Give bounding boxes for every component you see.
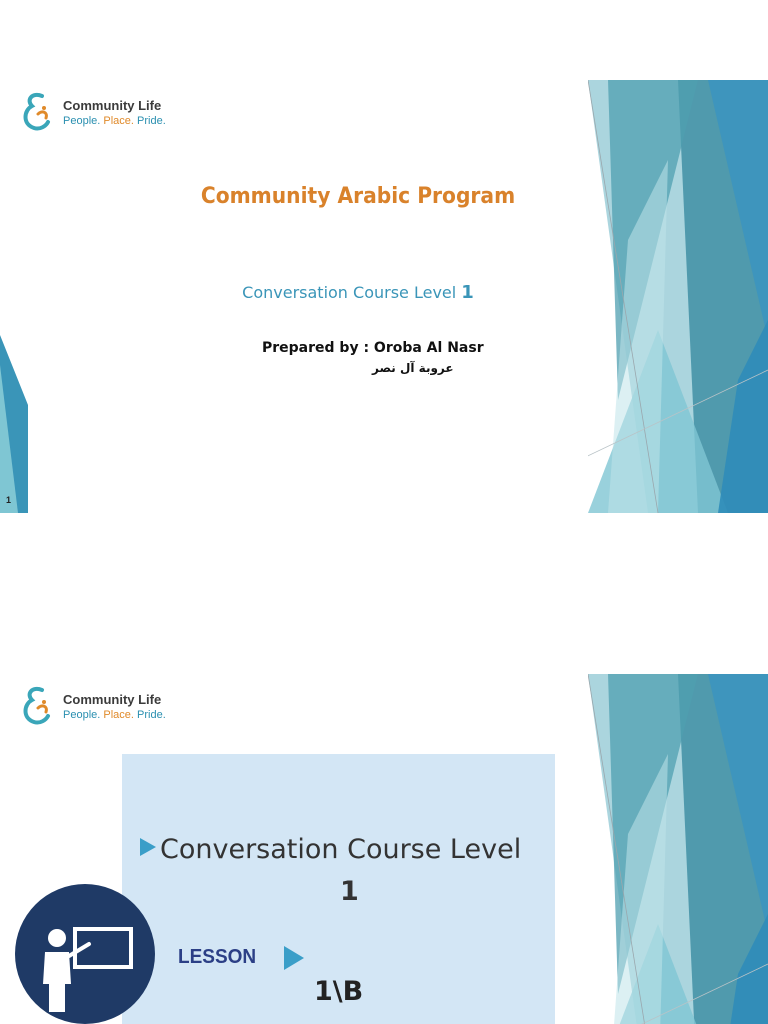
logo-tagline (63, 709, 166, 721)
arabic-author-name: عروبة آل نصر (372, 361, 454, 375)
community-life-logo-icon (20, 90, 54, 134)
tagline-people: People. (63, 115, 101, 127)
lesson-arrow-icon (284, 946, 304, 970)
tagline-pride: Pride. (133, 115, 166, 127)
lesson-code: 1\B (314, 976, 364, 1007)
prepared-by: Prepared by : Oroba Al Nasr (262, 340, 484, 356)
logo-title: Community Life (63, 98, 162, 113)
subtitle-text: Conversation Course Level (242, 283, 457, 302)
tagline-people: People. (63, 709, 101, 721)
course-level-number: 1 (340, 876, 359, 907)
slide-subtitle (0, 282, 716, 303)
bullet-arrow-icon (140, 838, 156, 856)
logo-title: Community Life (63, 692, 162, 707)
left-decorative-facet (0, 335, 30, 513)
tagline-pride: Pride. (133, 709, 166, 721)
community-life-logo (18, 88, 183, 136)
slide-number: 1 (6, 495, 12, 505)
community-life-logo (18, 682, 183, 730)
tagline-place: Place. (100, 709, 134, 721)
teacher-icon-circle (15, 884, 155, 1024)
subtitle-level-number: 1 (461, 282, 474, 303)
community-life-logo-icon (20, 684, 54, 728)
slide-title: Community Arabic Program (200, 184, 516, 209)
teacher-board-icon (15, 884, 155, 1024)
logo-tagline (63, 115, 166, 127)
slide-1[interactable] (0, 80, 768, 513)
lesson-label: LESSON (178, 946, 257, 968)
slide-2[interactable] (0, 674, 768, 1024)
tagline-place: Place. (100, 115, 134, 127)
decorative-facets (588, 674, 768, 1024)
course-line (140, 834, 521, 865)
course-line-text: Conversation Course Level (160, 834, 522, 865)
